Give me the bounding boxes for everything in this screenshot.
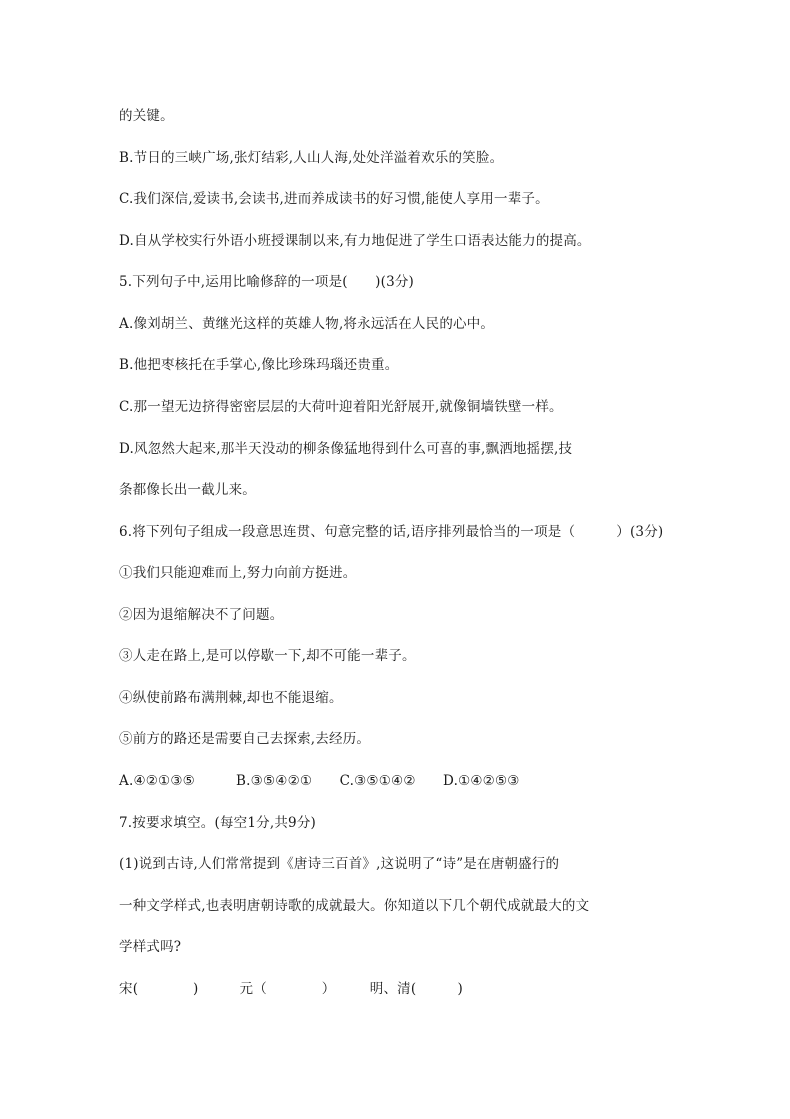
question-7-part-1-continued-2: 学样式吗? xyxy=(119,939,182,955)
question-5: 5.下列句子中,运用比喻修辞的一项是( )(3分) xyxy=(119,274,415,290)
option-4b: B.节日的三峡广场,张灯结彩,人山人海,处处洋溢着欢乐的笑脸。 xyxy=(119,150,504,166)
question-7-part-1: (1)说到古诗,人们常常提到《唐诗三百首》,这说明了“诗”是在唐朝盛行的 xyxy=(119,856,560,872)
sentence-3: ③人走在路上,是可以停歇一下,却不可能一辈子。 xyxy=(119,648,416,664)
option-4d: D.自从学校实行外语小班授课制以来,有力地促进了学生口语表达能力的提高。 xyxy=(119,233,591,249)
option-5a: A.像刘胡兰、黄继光这样的英雄人物,将永远活在人民的心中。 xyxy=(119,316,495,332)
question-6: 6.将下列句子组成一段意思连贯、句意完整的话,语序排列最恰当的一项是（ ）(3分) xyxy=(119,524,664,540)
option-5c: C.那一望无边挤得密密层层的大荷叶迎着阳光舒展开,就像铜墙铁壁一样。 xyxy=(119,399,563,415)
sentence-4: ④纵使前路布满荆棘,却也不能退缩。 xyxy=(119,690,343,706)
question-7: 7.按要求填空。(每空1分,共9分) xyxy=(119,815,316,831)
option-5b: B.他把枣核托在手掌心,像比珍珠玛瑙还贵重。 xyxy=(119,357,399,373)
sentence-2: ②因为退缩解决不了问题。 xyxy=(119,607,284,623)
text-line-continuation-key: 的关键。 xyxy=(119,108,174,124)
option-5d-continued: 条都像长出一截儿来。 xyxy=(119,482,256,498)
option-4c: C.我们深信,爱读书,会读书,进而养成读书的好习惯,能使人享用一辈子。 xyxy=(119,191,549,207)
fill-in-dynasties: 宋( ) 元（ ） 明、清( ) xyxy=(119,981,463,997)
sentence-1: ①我们只能迎难而上,努力向前方挺进。 xyxy=(119,565,357,581)
question-6-options: A.④②①③⑤ B.③⑤④②① C.③⑤①④② D.①④②⑤③ xyxy=(119,773,520,789)
option-5d: D.风忽然大起来,那半天没动的柳条像猛地得到什么可喜的事,飘洒地摇摆,技 xyxy=(119,441,573,457)
question-7-part-1-continued: 一种文学样式,也表明唐朝诗歌的成就最大。你知道以下几个朝代成就最大的文 xyxy=(119,898,590,914)
sentence-5: ⑤前方的路还是需要自己去探索,去经历。 xyxy=(119,731,371,747)
